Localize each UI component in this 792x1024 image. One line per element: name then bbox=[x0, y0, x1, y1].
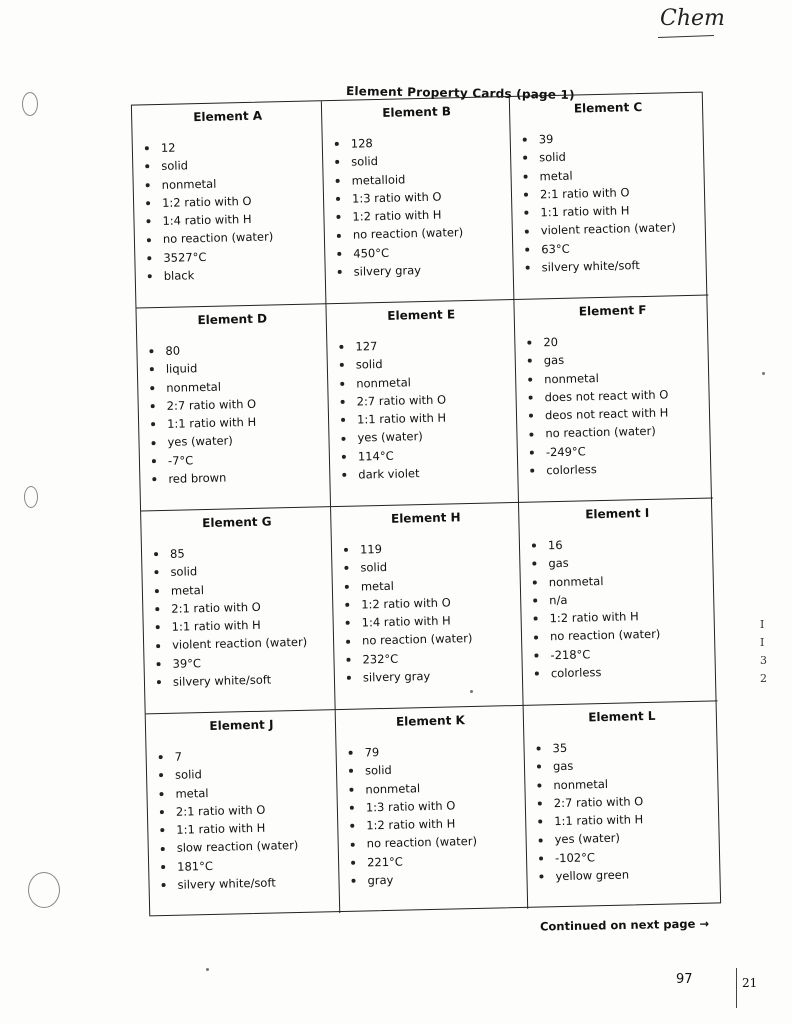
side-page-number: 21 bbox=[742, 976, 758, 990]
property-text: silvery white/soft bbox=[541, 258, 640, 275]
property-text: silvery gray bbox=[362, 669, 431, 685]
property-text: gas bbox=[543, 353, 565, 368]
property-text: 85 bbox=[169, 546, 185, 561]
bullet-icon bbox=[346, 621, 350, 625]
bullet-icon bbox=[345, 603, 349, 607]
bullet-icon bbox=[538, 820, 542, 824]
element-card bbox=[331, 503, 524, 710]
bullet-icon bbox=[344, 548, 348, 552]
bullet-icon bbox=[350, 824, 354, 828]
bullet-icon bbox=[148, 274, 152, 278]
bullet-icon bbox=[146, 183, 150, 187]
element-card bbox=[524, 701, 723, 908]
property-text: 1:1 ratio with H bbox=[356, 410, 447, 427]
property-text: 39 bbox=[538, 132, 554, 147]
property-item bbox=[351, 868, 516, 890]
bullet-icon bbox=[149, 349, 153, 353]
bullet-icon bbox=[340, 382, 344, 386]
property-text: metal bbox=[539, 168, 573, 183]
bullet-icon bbox=[532, 562, 536, 566]
element-card bbox=[519, 498, 718, 705]
property-text: silvery white/soft bbox=[172, 672, 272, 689]
property-text: no reaction (water) bbox=[361, 631, 473, 648]
bullet-icon bbox=[529, 396, 533, 400]
card-title: Element D bbox=[197, 311, 268, 328]
bullet-icon bbox=[340, 363, 344, 367]
margin-fragment: 2 bbox=[760, 672, 767, 685]
property-text: 450°C bbox=[353, 245, 390, 261]
property-text: violent reaction (water) bbox=[171, 635, 308, 653]
bullet-icon bbox=[145, 146, 149, 150]
property-text: n/a bbox=[549, 592, 568, 608]
property-text: metal bbox=[175, 785, 209, 801]
property-text: yellow green bbox=[555, 867, 630, 884]
property-text: solid bbox=[355, 357, 383, 372]
property-list bbox=[158, 744, 328, 894]
property-text: colorless bbox=[550, 665, 602, 681]
bullet-icon bbox=[537, 783, 541, 787]
element-card bbox=[510, 93, 709, 300]
bullet-icon bbox=[527, 341, 531, 345]
bullet-icon bbox=[335, 160, 339, 164]
margin-fragment: I bbox=[760, 636, 765, 649]
bullet-icon bbox=[341, 418, 345, 422]
property-list bbox=[532, 533, 707, 683]
bullet-icon bbox=[525, 229, 529, 233]
bullet-icon bbox=[349, 787, 353, 791]
bullet-icon bbox=[337, 252, 341, 256]
bullet-icon bbox=[533, 580, 537, 584]
property-text: 119 bbox=[359, 542, 383, 557]
property-list bbox=[348, 740, 516, 890]
property-text: nonmetal bbox=[553, 776, 609, 792]
property-text: 221°C bbox=[366, 854, 403, 870]
bullet-icon bbox=[152, 459, 156, 463]
property-text: 1:1 ratio with H bbox=[166, 415, 257, 432]
property-text: does not react with O bbox=[544, 387, 669, 405]
bullet-icon bbox=[526, 266, 530, 270]
handwritten-subject-tag: Chem bbox=[660, 6, 725, 31]
bullet-icon bbox=[537, 747, 541, 751]
bullet-icon bbox=[534, 653, 538, 657]
property-text: nonmetal bbox=[548, 573, 604, 589]
bullet-icon bbox=[151, 441, 155, 445]
punch-hole-top bbox=[22, 92, 38, 116]
card-title: Element I bbox=[585, 505, 650, 522]
bullet-icon bbox=[525, 248, 529, 252]
bullet-icon bbox=[342, 455, 346, 459]
property-text: 127 bbox=[355, 339, 378, 354]
bullet-icon bbox=[161, 847, 165, 851]
bullet-icon bbox=[347, 676, 351, 680]
bullet-icon bbox=[151, 404, 155, 408]
bullet-icon bbox=[154, 571, 158, 575]
property-text: colorless bbox=[546, 462, 597, 478]
card-title: Element F bbox=[578, 302, 647, 319]
property-text: gas bbox=[552, 759, 574, 774]
bullet-icon bbox=[351, 861, 355, 865]
edge-line bbox=[736, 968, 737, 1008]
property-text: 128 bbox=[350, 136, 373, 151]
property-text: 1:2 ratio with H bbox=[352, 207, 442, 224]
property-text: 181°C bbox=[177, 858, 214, 874]
bullet-icon bbox=[350, 806, 354, 810]
bullet-icon bbox=[146, 220, 150, 224]
property-text: 1:2 ratio with O bbox=[361, 595, 451, 612]
bullet-icon bbox=[534, 635, 538, 639]
property-item bbox=[530, 458, 702, 480]
property-text: solid bbox=[161, 158, 189, 174]
property-list bbox=[527, 330, 702, 480]
bullet-icon bbox=[147, 256, 151, 260]
property-item bbox=[539, 864, 711, 886]
property-text: solid bbox=[170, 564, 198, 580]
property-list bbox=[523, 127, 698, 277]
bullet-icon bbox=[336, 197, 340, 201]
property-item bbox=[156, 633, 323, 655]
property-text: 35 bbox=[552, 740, 568, 756]
property-text: no reaction (water) bbox=[549, 627, 661, 644]
bullet-icon bbox=[528, 377, 532, 381]
property-list bbox=[335, 131, 503, 281]
property-text: 2:7 ratio with O bbox=[166, 396, 257, 413]
property-text: 7 bbox=[174, 749, 183, 764]
property-text: 80 bbox=[165, 343, 181, 358]
bullet-icon bbox=[528, 359, 532, 363]
element-card bbox=[141, 507, 336, 714]
property-item bbox=[338, 259, 503, 281]
property-item bbox=[157, 669, 324, 691]
bullet-icon bbox=[162, 883, 166, 887]
property-text: nonmetal bbox=[544, 370, 599, 386]
bullet-icon bbox=[523, 138, 527, 142]
property-text: 1:2 ratio with H bbox=[549, 609, 639, 626]
property-text: 2:1 ratio with O bbox=[175, 802, 266, 819]
property-text: red brown bbox=[168, 470, 227, 486]
property-text: 1:4 ratio with H bbox=[361, 613, 451, 630]
property-text: 2:7 ratio with O bbox=[356, 392, 447, 409]
property-text: 1:1 ratio with H bbox=[554, 812, 644, 829]
property-text: 114°C bbox=[357, 448, 394, 464]
card-title: Element K bbox=[395, 713, 465, 729]
bullet-icon bbox=[344, 566, 348, 570]
property-text: 1:4 ratio with H bbox=[162, 212, 252, 229]
property-text: solid bbox=[360, 560, 388, 575]
property-list bbox=[536, 736, 711, 886]
property-text: 1:3 ratio with O bbox=[365, 798, 456, 815]
card-title: Element J bbox=[209, 717, 274, 733]
property-text: yes (water) bbox=[357, 429, 423, 446]
property-text: 12 bbox=[160, 140, 176, 155]
property-list bbox=[344, 537, 512, 687]
bullet-icon bbox=[349, 751, 353, 755]
property-text: 20 bbox=[543, 334, 559, 350]
property-text: black bbox=[163, 268, 195, 283]
element-card bbox=[132, 101, 327, 308]
property-text: nonmetal bbox=[166, 379, 222, 395]
property-text: -218°C bbox=[550, 647, 591, 662]
property-text: nonmetal bbox=[365, 780, 421, 797]
bullet-icon bbox=[349, 769, 353, 773]
bullet-icon bbox=[147, 238, 151, 242]
continued-note: Continued on next page → bbox=[539, 916, 710, 934]
margin-fragment: 3 bbox=[760, 654, 767, 667]
bullet-icon bbox=[150, 386, 154, 390]
card-title: Element C bbox=[573, 99, 643, 116]
property-text: 2:1 ratio with O bbox=[539, 185, 630, 202]
bullet-icon bbox=[351, 879, 355, 883]
element-card bbox=[322, 97, 515, 304]
bullet-icon bbox=[524, 174, 528, 178]
property-item bbox=[535, 661, 707, 683]
bullet-icon bbox=[156, 644, 160, 648]
property-text: 232°C bbox=[362, 651, 399, 667]
bullet-icon bbox=[539, 838, 543, 842]
bullet-icon bbox=[151, 422, 155, 426]
property-text: solid bbox=[351, 154, 379, 169]
scan-speck bbox=[206, 968, 209, 971]
property-text: nonmetal bbox=[161, 176, 217, 192]
bullet-icon bbox=[336, 215, 340, 219]
property-text: no reaction (water) bbox=[352, 225, 464, 243]
bullet-icon bbox=[346, 658, 350, 662]
bullet-icon bbox=[530, 469, 534, 473]
property-text: 2:7 ratio with O bbox=[553, 794, 644, 811]
element-card bbox=[336, 706, 529, 913]
bullet-icon bbox=[539, 875, 543, 879]
property-text: -249°C bbox=[545, 444, 586, 460]
property-text: 1:2 ratio with O bbox=[161, 193, 252, 210]
margin-fragment: I bbox=[760, 618, 765, 631]
bullet-icon bbox=[529, 432, 533, 436]
property-text: 1:1 ratio with H bbox=[171, 617, 261, 634]
property-item bbox=[161, 872, 328, 894]
property-text: solid bbox=[364, 763, 392, 778]
bullet-icon bbox=[534, 617, 538, 621]
property-text: deos not react with H bbox=[544, 405, 669, 423]
bullet-icon bbox=[156, 625, 160, 629]
property-list bbox=[154, 541, 324, 691]
bullet-icon bbox=[159, 755, 163, 759]
property-text: metalloid bbox=[351, 171, 406, 188]
property-text: nonmetal bbox=[356, 374, 412, 391]
bullet-icon bbox=[338, 270, 342, 274]
property-item bbox=[525, 255, 697, 277]
element-card bbox=[146, 710, 341, 917]
bullet-icon bbox=[530, 450, 534, 454]
bullet-icon bbox=[152, 477, 156, 481]
property-list bbox=[145, 136, 315, 286]
property-text: no reaction (water) bbox=[545, 424, 656, 441]
bullet-icon bbox=[335, 142, 339, 146]
bullet-icon bbox=[345, 585, 349, 589]
property-text: no reaction (water) bbox=[162, 229, 274, 247]
bullet-icon bbox=[341, 400, 345, 404]
bullet-icon bbox=[339, 345, 343, 349]
property-text: slow reaction (water) bbox=[176, 838, 299, 856]
bullet-icon bbox=[341, 436, 345, 440]
element-card bbox=[514, 296, 713, 503]
property-text: yes (water) bbox=[554, 831, 621, 847]
bullet-icon bbox=[154, 552, 158, 556]
card-title: Element E bbox=[387, 307, 456, 323]
property-text: metal bbox=[170, 582, 205, 598]
property-item bbox=[342, 462, 507, 484]
property-item bbox=[347, 665, 512, 687]
bullet-icon bbox=[150, 368, 154, 372]
bullet-icon bbox=[157, 662, 161, 666]
property-text: liquid bbox=[165, 361, 198, 377]
property-item bbox=[148, 264, 315, 286]
property-text: silvery white/soft bbox=[177, 875, 276, 892]
property-item bbox=[525, 218, 697, 240]
bullet-icon bbox=[159, 792, 163, 796]
property-text: -7°C bbox=[167, 453, 194, 468]
tag-underline bbox=[658, 35, 714, 38]
card-title: Element G bbox=[202, 514, 272, 531]
bullet-icon bbox=[351, 842, 355, 846]
bullet-icon bbox=[533, 599, 537, 603]
property-item bbox=[152, 466, 319, 488]
bullet-icon bbox=[160, 810, 164, 814]
bullet-icon bbox=[537, 765, 541, 769]
bullet-icon bbox=[146, 201, 150, 205]
property-text: 79 bbox=[364, 745, 380, 760]
bullet-icon bbox=[157, 680, 161, 684]
element-card bbox=[326, 300, 519, 507]
property-list bbox=[149, 338, 319, 488]
bullet-icon bbox=[159, 773, 163, 777]
property-text: solid bbox=[539, 150, 567, 165]
bullet-icon bbox=[524, 193, 528, 197]
bullet-icon bbox=[155, 589, 159, 593]
bullet-icon bbox=[145, 165, 149, 169]
bullet-icon bbox=[524, 211, 528, 215]
bullet-icon bbox=[342, 473, 346, 477]
property-text: metal bbox=[360, 578, 395, 594]
property-text: 1:2 ratio with H bbox=[366, 816, 456, 833]
bullet-icon bbox=[539, 856, 543, 860]
bullet-icon bbox=[538, 801, 542, 805]
bullet-icon bbox=[535, 672, 539, 676]
property-text: 1:3 ratio with O bbox=[351, 189, 442, 206]
bullet-icon bbox=[336, 179, 340, 183]
property-text: violent reaction (water) bbox=[540, 220, 677, 238]
scan-speck bbox=[762, 372, 765, 375]
property-text: 1:1 ratio with H bbox=[540, 203, 630, 220]
bullet-icon bbox=[161, 865, 165, 869]
property-text: 2:1 ratio with O bbox=[171, 599, 261, 616]
property-text: silvery gray bbox=[353, 263, 422, 279]
bullet-icon bbox=[523, 156, 527, 160]
property-text: dark violet bbox=[358, 466, 420, 482]
property-text: gas bbox=[548, 556, 569, 571]
page-number: 97 bbox=[676, 972, 693, 987]
property-text: 3527°C bbox=[163, 249, 207, 265]
property-text: solid bbox=[174, 767, 202, 783]
property-text: 63°C bbox=[541, 241, 570, 257]
punch-hole-bottom bbox=[28, 872, 60, 908]
card-title: Element A bbox=[193, 108, 263, 125]
property-list bbox=[339, 334, 507, 484]
element-card bbox=[136, 304, 331, 511]
property-text: -102°C bbox=[554, 850, 596, 865]
scan-speck bbox=[470, 690, 473, 693]
property-text: yes (water) bbox=[167, 433, 233, 450]
bullet-icon bbox=[532, 544, 536, 548]
card-title: Element L bbox=[588, 708, 656, 725]
card-title: Element B bbox=[382, 104, 452, 120]
property-text: gray bbox=[367, 872, 394, 888]
bullet-icon bbox=[337, 233, 341, 237]
bullet-icon bbox=[346, 639, 350, 643]
element-card-grid bbox=[131, 92, 721, 917]
property-text: no reaction (water) bbox=[366, 834, 478, 851]
sheet-title: Element Property Cards (page 1) bbox=[345, 84, 575, 102]
bullet-icon bbox=[155, 607, 159, 611]
bullet-icon bbox=[529, 414, 533, 418]
property-text: 39°C bbox=[172, 655, 202, 671]
punch-hole-middle bbox=[24, 486, 38, 508]
property-text: 16 bbox=[547, 537, 563, 553]
bullet-icon bbox=[160, 828, 164, 832]
property-text: 1:1 ratio with H bbox=[176, 820, 266, 837]
card-title: Element H bbox=[390, 510, 461, 526]
